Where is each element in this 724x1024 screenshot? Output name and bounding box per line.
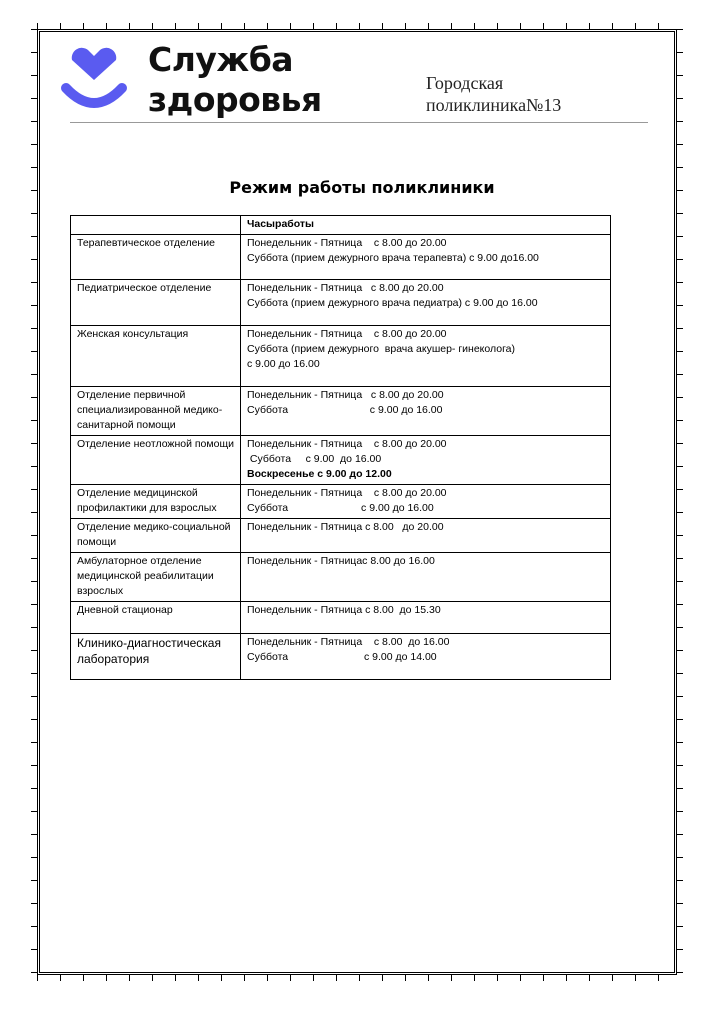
table-body [71, 235, 611, 680]
hours-line: Понедельник - Пятница с 8.00 до 16.00 [247, 636, 450, 648]
department-cell: Амбулаторное отделение медицинской реабилитации взрослых [71, 553, 241, 602]
department-cell: Отделение медицинской профилактики для взрослых [71, 485, 241, 519]
page-title: Режим работы поликлиники [229, 178, 495, 197]
hours-line: Понедельник - Пятница с 8.00 до 20.00 [247, 328, 447, 340]
hours-line: с 9.00 до 16.00 [247, 358, 320, 370]
heart-smile-logo-icon [58, 42, 130, 114]
hours-line: Суббота (прием дежурного врача терапевта) с 9.00 до16.00 [247, 252, 539, 264]
table-row [71, 280, 611, 326]
department-cell: Отделение неотложной помощи [71, 436, 241, 485]
hours-cell [241, 235, 611, 280]
hours-line: Понедельник - Пятница с 8.00 до 20.00 [247, 487, 447, 499]
hours-cell [241, 519, 611, 553]
hours-line: Суббота с 9.00 до 14.00 [247, 651, 437, 663]
header-divider [70, 122, 648, 123]
hours-cell [241, 602, 611, 634]
table-row [71, 634, 611, 680]
table-row [71, 326, 611, 387]
frame-ticks-bottom [37, 975, 677, 981]
organization-name [426, 72, 561, 116]
table-row [71, 519, 611, 553]
table-header-hours: Часыработы [241, 216, 611, 235]
hours-line: Понедельник - Пятница с 8.00 до 15.30 [247, 604, 441, 616]
table-header-department [71, 216, 241, 235]
department-cell: Клинико-диагностическая лаборатория [71, 634, 241, 680]
hours-line: Понедельник - Пятница с 8.00 до 20.00 [247, 438, 447, 450]
hours-line: Суббота (прием дежурного врача акушер- гинеколога) [247, 343, 516, 355]
frame-ticks-right [677, 29, 683, 975]
hours-line: Суббота с 9.00 до 16.00 [247, 502, 434, 514]
department-cell: Отделение первичной специализированной медико-санитарной помощи [71, 387, 241, 436]
hours-cell [241, 634, 611, 680]
hours-line: Суббота с 9.00 до 16.00 [247, 453, 382, 465]
organization-line-1: Городская [426, 73, 504, 93]
table-row [71, 485, 611, 519]
hours-line: Понедельник - Пятницас 8.00 до 16.00 [247, 555, 435, 567]
table-header-row [71, 216, 611, 235]
table-row [71, 235, 611, 280]
hours-line: Понедельник - Пятница с 8.00 до 20.00 [247, 389, 444, 401]
hours-cell [241, 485, 611, 519]
logo-wordmark [148, 40, 322, 120]
department-cell: Отделение медико-социальной помощи [71, 519, 241, 553]
hours-line: Понедельник - Пятница с 8.00 до 20.00 [247, 282, 444, 294]
department-cell: Дневной стационар [71, 602, 241, 634]
table-row [71, 553, 611, 602]
department-cell: Терапевтическое отделение [71, 235, 241, 280]
hours-cell [241, 280, 611, 326]
table-row [71, 436, 611, 485]
table-row [71, 387, 611, 436]
table-row [71, 602, 611, 634]
hours-cell [241, 326, 611, 387]
organization-line-2: поликлиника№13 [426, 95, 562, 115]
hours-cell [241, 387, 611, 436]
hours-line: Понедельник - Пятница с 8.00 до 20.00 [247, 237, 447, 249]
hours-line: Суббота (прием дежурного врача педиатра) с 9.00 до 16.00 [247, 297, 538, 309]
department-cell: Женская консультация [71, 326, 241, 387]
department-cell: Педиатрическое отделение [71, 280, 241, 326]
hours-cell [241, 436, 611, 485]
logo-line-2: здоровья [148, 80, 322, 119]
logo-line-1: Служба [148, 40, 294, 79]
hours-line: Понедельник - Пятница с 8.00 до 20.00 [247, 521, 444, 533]
hours-line: Суббота с 9.00 до 16.00 [247, 404, 443, 416]
hours-cell [241, 553, 611, 602]
sunday-hours-line: Воскресенье с 9.00 до 12.00 [247, 468, 392, 480]
schedule-table [70, 215, 611, 680]
